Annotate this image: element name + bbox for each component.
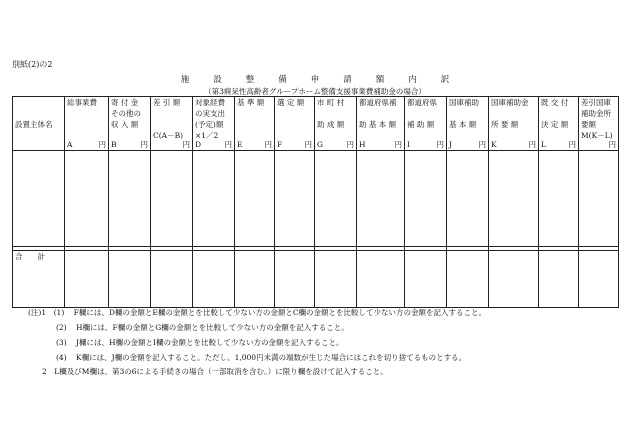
column-header-line: 対象経費 bbox=[195, 98, 225, 107]
total-cell[interactable] bbox=[65, 250, 109, 307]
total-cell[interactable] bbox=[489, 250, 539, 307]
column-unit: 円 bbox=[528, 140, 536, 150]
entry-cell[interactable] bbox=[109, 151, 151, 246]
column-header-line bbox=[15, 108, 62, 119]
column-unit: 円 bbox=[478, 140, 486, 150]
column-header-1 bbox=[65, 97, 109, 151]
column-unit: 円 bbox=[140, 140, 148, 150]
column-header-3 bbox=[151, 97, 193, 151]
column-unit: 円 bbox=[346, 140, 354, 150]
column-unit: 円 bbox=[182, 140, 190, 150]
note-number: (3) bbox=[56, 338, 67, 347]
column-letter: J bbox=[449, 140, 453, 150]
entry-cell[interactable] bbox=[447, 151, 489, 246]
column-letter: L bbox=[541, 140, 546, 150]
column-header-line: 収 入 額 bbox=[111, 120, 139, 129]
column-header-line: 助 成 額 bbox=[317, 120, 345, 129]
column-unit: 円 bbox=[436, 140, 444, 150]
entry-cell[interactable] bbox=[275, 151, 315, 246]
column-header-line: その他の bbox=[111, 109, 141, 118]
note-prefix: (注)1 bbox=[28, 308, 54, 317]
column-header-line: 国庫補助金 bbox=[491, 98, 529, 107]
total-cell[interactable] bbox=[405, 250, 447, 307]
entry-row bbox=[13, 151, 619, 246]
column-letter: G bbox=[317, 140, 323, 150]
column-header-line: 既 交 付 bbox=[541, 98, 569, 107]
note-line bbox=[56, 322, 349, 333]
column-unit: 円 bbox=[608, 140, 616, 150]
column-unit: 円 bbox=[98, 140, 106, 150]
column-header-2 bbox=[109, 97, 151, 151]
note-line bbox=[56, 352, 466, 363]
total-label: 合 計 bbox=[13, 250, 65, 307]
entry-cell[interactable] bbox=[579, 151, 619, 246]
column-header-line: 決 定 額 bbox=[541, 120, 569, 129]
column-unit: 円 bbox=[394, 140, 402, 150]
document-title: 施設整備申請額内訳 bbox=[180, 75, 474, 85]
column-letter: D bbox=[195, 140, 202, 150]
header-row bbox=[13, 97, 619, 151]
column-header-line: 設置主体名 bbox=[15, 120, 53, 129]
column-header-line: 補 助 額 bbox=[407, 120, 435, 129]
note-number: (1) bbox=[53, 308, 65, 317]
column-header-line: 補助金所 bbox=[581, 109, 611, 118]
column-header-line bbox=[15, 97, 62, 108]
column-unit: 円 bbox=[264, 140, 272, 150]
entry-cell[interactable] bbox=[65, 151, 109, 246]
column-header-line bbox=[359, 108, 402, 119]
column-header-line bbox=[491, 108, 536, 119]
column-header-line: 都道府県補 bbox=[359, 98, 397, 107]
column-header-line: 所 要 額 bbox=[491, 120, 519, 129]
column-header-line: ×1／2 bbox=[195, 131, 219, 140]
column-header-10 bbox=[447, 97, 489, 151]
total-cell[interactable] bbox=[235, 250, 275, 307]
note-number: (2) bbox=[56, 323, 67, 332]
note-number: (4) bbox=[56, 353, 67, 362]
column-header-line: 基 準 額 bbox=[237, 98, 265, 107]
column-header-line: (予定)額 bbox=[195, 120, 224, 129]
column-header-13 bbox=[579, 97, 619, 151]
total-cell[interactable] bbox=[151, 250, 193, 307]
total-cell[interactable] bbox=[539, 250, 579, 307]
entry-cell[interactable] bbox=[13, 151, 65, 246]
column-header-7 bbox=[315, 97, 357, 151]
column-header-line bbox=[153, 108, 190, 119]
total-row bbox=[13, 250, 619, 307]
column-letter: F bbox=[277, 140, 283, 150]
note-line bbox=[42, 366, 388, 377]
column-header-line: の実支出 bbox=[195, 109, 225, 118]
column-header-line: M(K－L) bbox=[581, 131, 613, 140]
column-header-12 bbox=[539, 97, 579, 151]
column-header-line: 要額 bbox=[581, 120, 596, 129]
document-subtitle: （第3痾呆性高齢者グループホーム整備支援事業費補助金の場合） bbox=[204, 87, 426, 96]
application-breakdown-table bbox=[12, 96, 619, 308]
column-header-line: 差 引 額 bbox=[153, 98, 181, 107]
entry-cell[interactable] bbox=[357, 151, 405, 246]
total-cell[interactable] bbox=[109, 250, 151, 307]
total-cell[interactable] bbox=[357, 250, 405, 307]
form-label: 別紙(2)の2 bbox=[12, 60, 53, 69]
total-cell[interactable] bbox=[193, 250, 235, 307]
column-header-line bbox=[541, 108, 576, 119]
note-line bbox=[28, 307, 486, 318]
entry-cell[interactable] bbox=[405, 151, 447, 246]
column-header-11 bbox=[489, 97, 539, 151]
note-text: J欄には、H欄の金額とI欄の金額とを比較して少ない方の金額を記入すること。 bbox=[76, 338, 344, 347]
total-cell[interactable] bbox=[579, 250, 619, 307]
column-header-9 bbox=[405, 97, 447, 151]
column-header-line: 助 基 本 額 bbox=[359, 120, 397, 129]
total-cell[interactable] bbox=[447, 250, 489, 307]
note-text: K欄には、J欄の金額を記入すること。ただし、1,000円未満の端数が生じた場合にはこれを切り捨てるものとする。 bbox=[76, 353, 467, 362]
entry-cell[interactable] bbox=[235, 151, 275, 246]
column-letter: E bbox=[237, 140, 243, 150]
note-text: H欄には、F欄の金額とG欄の金額とを比較して少ない方の金額を記入すること。 bbox=[76, 323, 349, 332]
column-unit: 円 bbox=[224, 140, 232, 150]
column-header-line: 国庫補助 bbox=[449, 98, 479, 107]
entry-cell[interactable] bbox=[489, 151, 539, 246]
entry-cell[interactable] bbox=[315, 151, 357, 246]
column-letter: H bbox=[359, 140, 366, 150]
column-header-line: 市 町 村 bbox=[317, 98, 345, 107]
column-letter: A bbox=[67, 140, 73, 150]
column-header-line: 都道府県 bbox=[407, 98, 437, 107]
column-letter: B bbox=[111, 140, 117, 150]
column-letter: K bbox=[491, 140, 497, 150]
note-prefix: 2 bbox=[42, 367, 55, 376]
column-header-6 bbox=[275, 97, 315, 151]
column-header-8 bbox=[357, 97, 405, 151]
column-header-5 bbox=[235, 97, 275, 151]
column-header-line bbox=[449, 108, 486, 119]
column-header-line: 差引国庫 bbox=[581, 98, 611, 107]
column-unit: 円 bbox=[304, 140, 312, 150]
note-text: L欄及びM欄は、第3の6による手続きの場合（一部取消を含む。）に限り欄を設けて記入すること。 bbox=[54, 367, 388, 376]
column-header-line: 総事業費 bbox=[67, 98, 97, 107]
column-header-line bbox=[153, 119, 190, 130]
column-header-line: 基 本 額 bbox=[449, 120, 477, 129]
column-header-line: C(A－B) bbox=[153, 131, 184, 140]
column-header-line: 選 定 額 bbox=[277, 98, 305, 107]
entry-cell[interactable] bbox=[193, 151, 235, 246]
column-header-line: 寄 付 金 bbox=[111, 98, 139, 107]
total-cell[interactable] bbox=[315, 250, 357, 307]
note-text: F欄には、D欄の金額とE欄の金額とを比較して少ない方の金額とC欄の金額とを比較して少ない方の金額を記入すること。 bbox=[73, 308, 487, 317]
column-header-4 bbox=[193, 97, 235, 151]
column-header-line bbox=[317, 108, 354, 119]
entry-cell[interactable] bbox=[151, 151, 193, 246]
column-header-0 bbox=[13, 97, 65, 151]
column-unit: 円 bbox=[568, 140, 576, 150]
total-cell[interactable] bbox=[275, 250, 315, 307]
entry-cell[interactable] bbox=[539, 151, 579, 246]
note-line bbox=[56, 337, 344, 348]
column-letter: I bbox=[407, 140, 410, 150]
column-header-line bbox=[407, 108, 444, 119]
